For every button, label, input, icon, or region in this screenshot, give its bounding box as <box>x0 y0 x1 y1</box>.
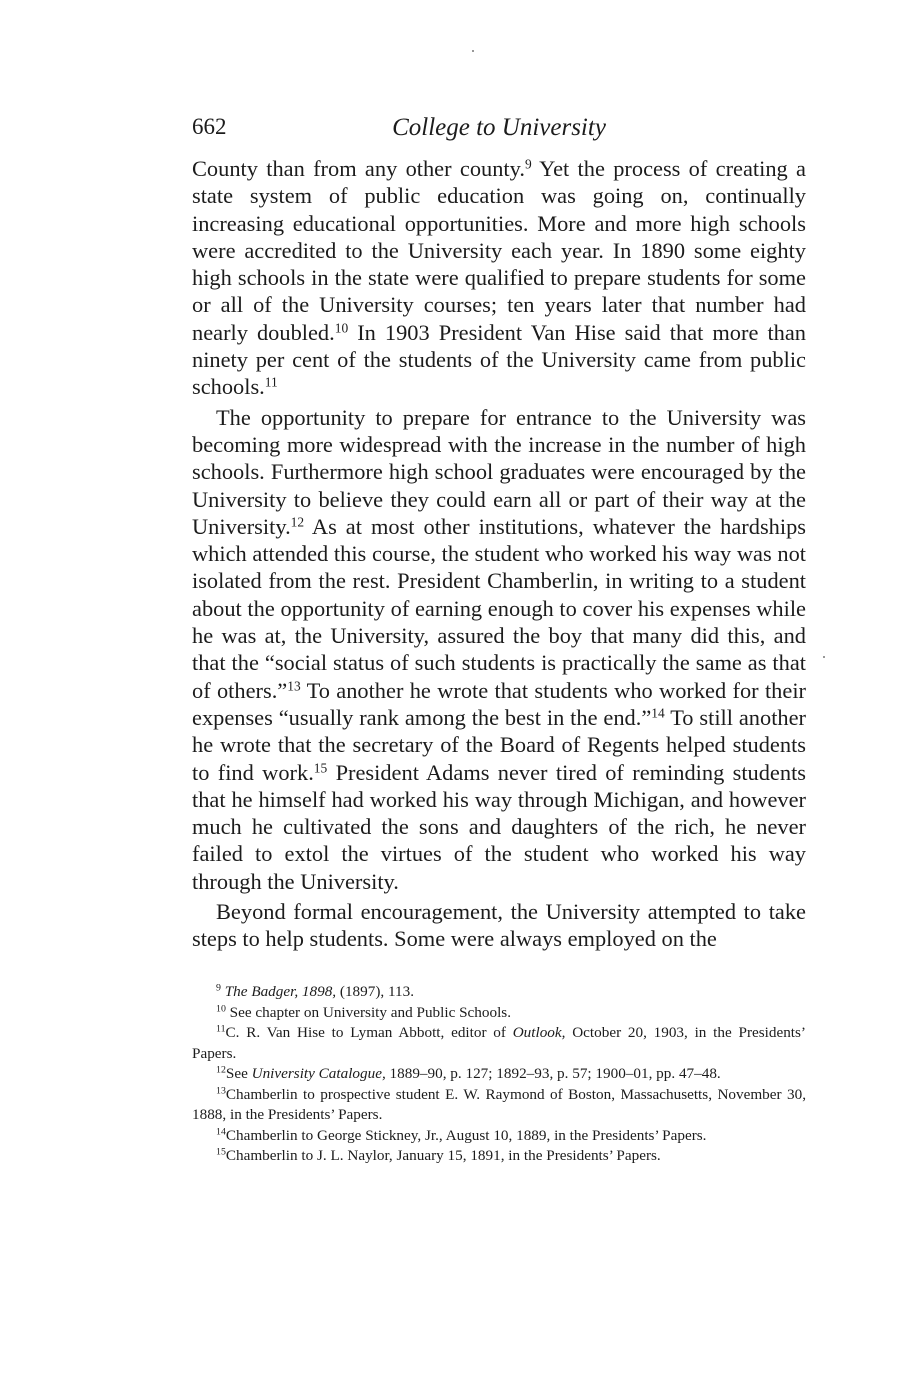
footnote-text: See chapter on University and Public Schools. <box>229 1003 512 1021</box>
footnote <box>192 982 806 1003</box>
text-run: The opportunity to prepare for entrance to the University was becoming more widespread with the increase in the number of high schools. Furthermore high school graduates were encouraged by the University to believe they could earn all or part of their way at the University. <box>192 404 806 539</box>
footnote-text: Chamberlin to prospective student E. W. Raymond of Boston, Massachusetts, November 30, 1888, in the Presidents’ Papers. <box>192 1085 806 1123</box>
text-run: President Adams never tired of reminding students that he himself had worked his way through Michigan, and however much he cultivated the sons and daughters of the rich, he never failed to extol the virtues of the student who worked his way through the University. <box>192 759 807 894</box>
text-run: To another he wrote that students who worked for their expenses “usually rank among the best in the end.” <box>192 677 806 730</box>
footnote-text: 1889–90, p. 127; 1892–93, p. 57; 1900–01, pp. 47–48. <box>385 1065 721 1082</box>
footnote-ref: 15 <box>313 760 328 776</box>
text-run: Yet the process of creating a state system of public education was going on, continually increasing educational opportunities. More and more high schools were accredited to the University each year. In 1890 some eighty high schools in the state were qualified to prepare students for some or all of the University courses; ten years later that number had nearly doubled. <box>192 156 806 345</box>
footnote-ref: 10 <box>334 320 349 336</box>
footnote <box>192 1146 806 1167</box>
footnote-text: C. R. Van Hise to Lyman Abbott, editor of <box>225 1024 513 1041</box>
footnote-mark: 14 <box>216 1126 226 1138</box>
footnote-ref: 9 <box>524 156 532 172</box>
footnotes <box>192 982 806 1167</box>
footnote-text: October 20, 1903, in the Presidents’ Papers. <box>192 1024 806 1062</box>
footnote <box>192 1003 806 1024</box>
paragraph-1 <box>192 155 806 401</box>
footnote-mark: 9 <box>216 982 221 994</box>
page-header <box>192 114 806 148</box>
page-number: 662 <box>192 114 227 139</box>
footnote-mark: 10 <box>216 1003 226 1015</box>
running-head: College to University <box>392 114 606 141</box>
text-run: In 1903 President Van Hise said that more than ninety per cent of the students of the University came from public schools. <box>192 319 806 400</box>
footnote <box>192 1126 806 1147</box>
footnote-ref: 11 <box>264 374 278 390</box>
footnote-mark: 15 <box>216 1146 226 1158</box>
footnote-title: The Badger, 1898, <box>224 983 337 1000</box>
paragraph-2 <box>192 404 806 895</box>
footnote-text: (1897), 113. <box>336 983 415 1000</box>
footnote <box>192 1064 806 1085</box>
footnote-mark: 12 <box>216 1064 226 1076</box>
footnote-ref: 14 <box>651 705 665 721</box>
body-text <box>192 155 806 953</box>
footnote-text: Chamberlin to George Stickney, Jr., August 10, 1889, in the Presidents’ Papers. <box>225 1126 707 1144</box>
paragraph-3: Beyond formal encouragement, the University attempted to take steps to help students. Some were always employed on the <box>192 899 806 952</box>
footnote-title: University Catalogue, <box>251 1065 386 1082</box>
footnote <box>192 1023 806 1064</box>
footnote <box>192 1085 806 1126</box>
footnote-title: Outlook, <box>512 1024 566 1041</box>
footnote-ref: 12 <box>290 514 305 530</box>
text-run: County than from any other county. <box>192 156 525 181</box>
text-run: As at most other institutions, whatever the hardships which attended this course, the student who worked his way was not isolated from the rest. President Chamberlin, in writing to a student about the opportunity of earning enough to cover his expenses while he was at, the University, assured the boy that many did this, and that the “social status of such students is practically the same as that of others.” <box>192 513 806 703</box>
paper-speck <box>472 50 474 52</box>
paper-speck <box>823 656 825 658</box>
footnote-text: See <box>225 1065 252 1082</box>
footnote-mark: 13 <box>216 1085 226 1097</box>
footnote-ref: 13 <box>287 678 301 694</box>
text-run: To still another he wrote that the secretary of the Board of Regents helped students to find work. <box>192 704 806 785</box>
footnote-mark: 11 <box>216 1023 226 1035</box>
footnote-text: Chamberlin to J. L. Naylor, January 15, 1891, in the Presidents’ Papers. <box>225 1147 661 1164</box>
